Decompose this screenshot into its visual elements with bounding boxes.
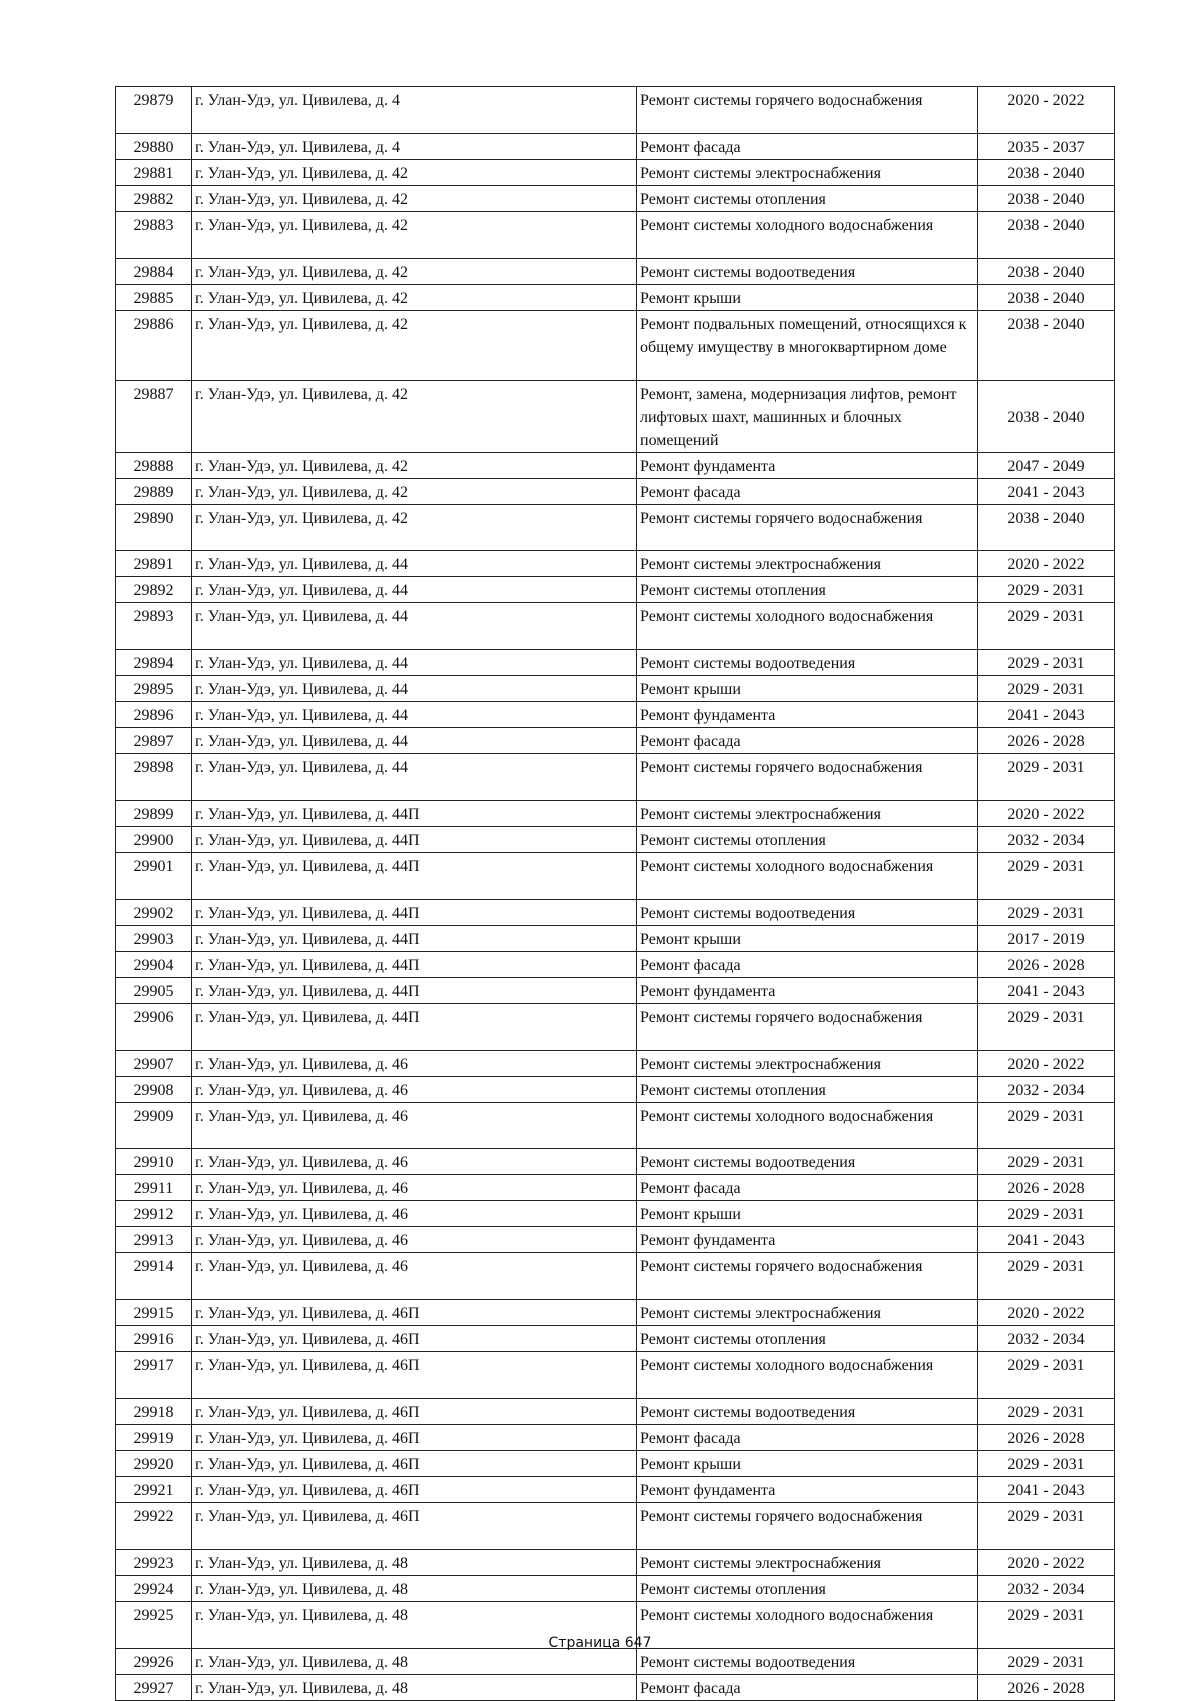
record-number-cell: 29926 [116, 1648, 192, 1674]
work-type-cell: Ремонт системы холодного водоснабжения [637, 852, 978, 899]
work-type-cell: Ремонт системы отопления [637, 185, 978, 211]
work-type-cell: Ремонт системы электроснабжения [637, 1050, 978, 1076]
table-row [116, 1201, 1115, 1227]
record-number-cell: 29891 [116, 551, 192, 577]
work-type-cell: Ремонт системы горячего водоснабжения [637, 1502, 978, 1549]
address-cell: г. Улан-Удэ, ул. Цивилева, д. 44П [192, 951, 637, 977]
address-cell: г. Улан-Удэ, ул. Цивилева, д. 44 [192, 650, 637, 676]
table-row [116, 603, 1115, 650]
work-type-cell: Ремонт системы электроснабжения [637, 1549, 978, 1575]
record-number-cell: 29903 [116, 925, 192, 951]
work-type-cell: Ремонт крыши [637, 1201, 978, 1227]
record-number-cell: 29917 [116, 1352, 192, 1399]
period-cell: 2029 - 2031 [978, 1149, 1115, 1175]
work-type-cell: Ремонт подвальных помещений, относящихся к общему имуществу в многоквартирном доме [637, 310, 978, 380]
table-row [116, 211, 1115, 258]
address-cell: г. Улан-Удэ, ул. Цивилева, д. 44П [192, 899, 637, 925]
table-row [116, 1175, 1115, 1201]
address-cell: г. Улан-Удэ, ул. Цивилева, д. 42 [192, 380, 637, 452]
table-row [116, 1253, 1115, 1300]
address-cell: г. Улан-Удэ, ул. Цивилева, д. 46 [192, 1149, 637, 1175]
work-type-cell: Ремонт системы отопления [637, 826, 978, 852]
record-number-cell: 29898 [116, 754, 192, 801]
record-number-cell: 29909 [116, 1102, 192, 1149]
work-type-cell: Ремонт фундамента [637, 452, 978, 478]
table-row [116, 185, 1115, 211]
work-type-cell: Ремонт, замена, модернизация лифтов, ремонт лифтовых шахт, машинных и блочных помещений [637, 380, 978, 452]
work-type-cell: Ремонт фасада [637, 951, 978, 977]
address-cell: г. Улан-Удэ, ул. Цивилева, д. 48 [192, 1601, 637, 1648]
address-cell: г. Улан-Удэ, ул. Цивилева, д. 44 [192, 754, 637, 801]
period-cell: 2020 - 2022 [978, 87, 1115, 134]
record-number-cell: 29892 [116, 577, 192, 603]
record-number-cell: 29914 [116, 1253, 192, 1300]
page-number: Страница 647 [548, 1635, 652, 1651]
table-row [116, 977, 1115, 1003]
table-row [116, 1352, 1115, 1399]
period-cell: 2038 - 2040 [978, 185, 1115, 211]
address-cell: г. Улан-Удэ, ул. Цивилева, д. 44П [192, 925, 637, 951]
work-type-cell: Ремонт фундамента [637, 702, 978, 728]
table-row [116, 284, 1115, 310]
period-cell: 2029 - 2031 [978, 603, 1115, 650]
period-cell: 2029 - 2031 [978, 852, 1115, 899]
address-cell: г. Улан-Удэ, ул. Цивилева, д. 44 [192, 728, 637, 754]
work-type-cell: Ремонт фундамента [637, 977, 978, 1003]
address-cell: г. Улан-Удэ, ул. Цивилева, д. 42 [192, 258, 637, 284]
address-cell: г. Улан-Удэ, ул. Цивилева, д. 46П [192, 1450, 637, 1476]
address-cell: г. Улан-Удэ, ул. Цивилева, д. 44П [192, 826, 637, 852]
period-cell: 2047 - 2049 [978, 452, 1115, 478]
table-row [116, 1050, 1115, 1076]
work-type-cell: Ремонт фундамента [637, 1227, 978, 1253]
record-number-cell: 29882 [116, 185, 192, 211]
record-number-cell: 29918 [116, 1398, 192, 1424]
record-number-cell: 29902 [116, 899, 192, 925]
work-type-cell: Ремонт системы водоотведения [637, 1648, 978, 1674]
table-row [116, 1003, 1115, 1050]
period-cell: 2029 - 2031 [978, 899, 1115, 925]
record-number-cell: 29919 [116, 1424, 192, 1450]
work-type-cell: Ремонт крыши [637, 284, 978, 310]
record-number-cell: 29885 [116, 284, 192, 310]
work-type-cell: Ремонт системы холодного водоснабжения [637, 211, 978, 258]
table-row [116, 1575, 1115, 1601]
period-cell: 2029 - 2031 [978, 1102, 1115, 1149]
record-number-cell: 29900 [116, 826, 192, 852]
table-row [116, 577, 1115, 603]
table-row [116, 1076, 1115, 1102]
record-number-cell: 29925 [116, 1601, 192, 1648]
record-number-cell: 29910 [116, 1149, 192, 1175]
table-row [116, 504, 1115, 551]
table-row [116, 1502, 1115, 1549]
address-cell: г. Улан-Удэ, ул. Цивилева, д. 42 [192, 478, 637, 504]
address-cell: г. Улан-Удэ, ул. Цивилева, д. 44 [192, 577, 637, 603]
address-cell: г. Улан-Удэ, ул. Цивилева, д. 42 [192, 211, 637, 258]
period-cell: 2020 - 2022 [978, 800, 1115, 826]
record-number-cell: 29899 [116, 800, 192, 826]
work-type-cell: Ремонт фундамента [637, 1476, 978, 1502]
period-cell: 2041 - 2043 [978, 1227, 1115, 1253]
work-type-cell: Ремонт фасада [637, 728, 978, 754]
period-cell: 2029 - 2031 [978, 754, 1115, 801]
work-type-cell: Ремонт системы электроснабжения [637, 159, 978, 185]
record-number-cell: 29915 [116, 1300, 192, 1326]
work-type-cell: Ремонт системы холодного водоснабжения [637, 1352, 978, 1399]
record-number-cell: 29921 [116, 1476, 192, 1502]
period-cell: 2038 - 2040 [978, 159, 1115, 185]
table-row [116, 1476, 1115, 1502]
address-cell: г. Улан-Удэ, ул. Цивилева, д. 46П [192, 1352, 637, 1399]
work-type-cell: Ремонт крыши [637, 676, 978, 702]
address-cell: г. Улан-Удэ, ул. Цивилева, д. 44 [192, 603, 637, 650]
address-cell: г. Улан-Удэ, ул. Цивилева, д. 42 [192, 310, 637, 380]
work-type-cell: Ремонт системы водоотведения [637, 258, 978, 284]
record-number-cell: 29913 [116, 1227, 192, 1253]
address-cell: г. Улан-Удэ, ул. Цивилева, д. 48 [192, 1648, 637, 1674]
record-number-cell: 29920 [116, 1450, 192, 1476]
work-type-cell: Ремонт системы водоотведения [637, 650, 978, 676]
period-cell: 2029 - 2031 [978, 1648, 1115, 1674]
period-cell: 2029 - 2031 [978, 1352, 1115, 1399]
record-number-cell: 29894 [116, 650, 192, 676]
address-cell: г. Улан-Удэ, ул. Цивилева, д. 46П [192, 1300, 637, 1326]
address-cell: г. Улан-Удэ, ул. Цивилева, д. 48 [192, 1549, 637, 1575]
address-cell: г. Улан-Удэ, ул. Цивилева, д. 44 [192, 676, 637, 702]
work-type-cell: Ремонт системы горячего водоснабжения [637, 87, 978, 134]
address-cell: г. Улан-Удэ, ул. Цивилева, д. 44П [192, 977, 637, 1003]
address-cell: г. Улан-Удэ, ул. Цивилева, д. 4 [192, 87, 637, 134]
address-cell: г. Улан-Удэ, ул. Цивилева, д. 4 [192, 133, 637, 159]
table-row [116, 133, 1115, 159]
record-number-cell: 29889 [116, 478, 192, 504]
work-type-cell: Ремонт системы горячего водоснабжения [637, 1003, 978, 1050]
work-type-cell: Ремонт фасада [637, 133, 978, 159]
period-cell: 2020 - 2022 [978, 1549, 1115, 1575]
record-number-cell: 29911 [116, 1175, 192, 1201]
period-cell: 2029 - 2031 [978, 1003, 1115, 1050]
period-cell: 2041 - 2043 [978, 478, 1115, 504]
work-type-cell: Ремонт системы холодного водоснабжения [637, 1102, 978, 1149]
record-number-cell: 29901 [116, 852, 192, 899]
work-type-cell: Ремонт системы холодного водоснабжения [637, 603, 978, 650]
period-cell: 2038 - 2040 [978, 284, 1115, 310]
work-type-cell: Ремонт системы отопления [637, 577, 978, 603]
table-row [116, 1326, 1115, 1352]
period-cell: 2041 - 2043 [978, 1476, 1115, 1502]
table-row [116, 1227, 1115, 1253]
record-number-cell: 29897 [116, 728, 192, 754]
address-cell: г. Улан-Удэ, ул. Цивилева, д. 44П [192, 852, 637, 899]
work-type-cell: Ремонт системы отопления [637, 1076, 978, 1102]
table-row [116, 951, 1115, 977]
work-type-cell: Ремонт системы горячего водоснабжения [637, 754, 978, 801]
period-cell: 2029 - 2031 [978, 676, 1115, 702]
period-cell: 2026 - 2028 [978, 728, 1115, 754]
work-type-cell: Ремонт фасада [637, 478, 978, 504]
work-type-cell: Ремонт фасада [637, 1175, 978, 1201]
period-cell: 2038 - 2040 [978, 504, 1115, 551]
work-type-cell: Ремонт системы водоотведения [637, 1149, 978, 1175]
record-number-cell: 29880 [116, 133, 192, 159]
period-cell: 2038 - 2040 [978, 380, 1115, 452]
work-type-cell: Ремонт системы электроснабжения [637, 800, 978, 826]
address-cell: г. Улан-Удэ, ул. Цивилева, д. 48 [192, 1575, 637, 1601]
work-type-cell: Ремонт крыши [637, 925, 978, 951]
table-row [116, 899, 1115, 925]
address-cell: г. Улан-Удэ, ул. Цивилева, д. 46П [192, 1502, 637, 1549]
table-row [116, 754, 1115, 801]
record-number-cell: 29923 [116, 1549, 192, 1575]
period-cell: 2026 - 2028 [978, 1424, 1115, 1450]
period-cell: 2035 - 2037 [978, 133, 1115, 159]
record-number-cell: 29888 [116, 452, 192, 478]
table-row [116, 852, 1115, 899]
address-cell: г. Улан-Удэ, ул. Цивилева, д. 46П [192, 1424, 637, 1450]
record-number-cell: 29924 [116, 1575, 192, 1601]
address-cell: г. Улан-Удэ, ул. Цивилева, д. 46 [192, 1050, 637, 1076]
period-cell: 2020 - 2022 [978, 1300, 1115, 1326]
record-number-cell: 29879 [116, 87, 192, 134]
record-number-cell: 29895 [116, 676, 192, 702]
period-cell: 2038 - 2040 [978, 310, 1115, 380]
period-cell: 2038 - 2040 [978, 258, 1115, 284]
address-cell: г. Улан-Удэ, ул. Цивилева, д. 44П [192, 800, 637, 826]
record-number-cell: 29922 [116, 1502, 192, 1549]
table-row [116, 1648, 1115, 1674]
period-cell: 2038 - 2040 [978, 211, 1115, 258]
table-row [116, 676, 1115, 702]
table-row [116, 1450, 1115, 1476]
period-cell: 2029 - 2031 [978, 577, 1115, 603]
record-number-cell: 29886 [116, 310, 192, 380]
period-cell: 2029 - 2031 [978, 1201, 1115, 1227]
table-row [116, 1674, 1115, 1700]
address-cell: г. Улан-Удэ, ул. Цивилева, д. 42 [192, 284, 637, 310]
work-type-cell: Ремонт системы горячего водоснабжения [637, 1253, 978, 1300]
record-number-cell: 29881 [116, 159, 192, 185]
table-row [116, 1398, 1115, 1424]
work-type-cell: Ремонт системы холодного водоснабжения [637, 1601, 978, 1648]
address-cell: г. Улан-Удэ, ул. Цивилева, д. 42 [192, 452, 637, 478]
table-row [116, 925, 1115, 951]
record-number-cell: 29906 [116, 1003, 192, 1050]
table-row [116, 1102, 1115, 1149]
table-row [116, 702, 1115, 728]
period-cell: 2026 - 2028 [978, 1175, 1115, 1201]
period-cell: 2041 - 2043 [978, 977, 1115, 1003]
period-cell: 2017 - 2019 [978, 925, 1115, 951]
address-cell: г. Улан-Удэ, ул. Цивилева, д. 42 [192, 504, 637, 551]
table-row [116, 452, 1115, 478]
period-cell: 2032 - 2034 [978, 1076, 1115, 1102]
repair-schedule-table [115, 86, 1115, 1701]
record-number-cell: 29908 [116, 1076, 192, 1102]
record-number-cell: 29883 [116, 211, 192, 258]
table-row [116, 551, 1115, 577]
table-body [116, 87, 1115, 1701]
table-row [116, 1424, 1115, 1450]
period-cell: 2029 - 2031 [978, 1450, 1115, 1476]
table-row [116, 1549, 1115, 1575]
table-row [116, 478, 1115, 504]
address-cell: г. Улан-Удэ, ул. Цивилева, д. 46П [192, 1398, 637, 1424]
period-cell: 2032 - 2034 [978, 1575, 1115, 1601]
work-type-cell: Ремонт фасада [637, 1424, 978, 1450]
table-row [116, 826, 1115, 852]
address-cell: г. Улан-Удэ, ул. Цивилева, д. 46 [192, 1076, 637, 1102]
table-row [116, 1149, 1115, 1175]
address-cell: г. Улан-Удэ, ул. Цивилева, д. 46 [192, 1102, 637, 1149]
record-number-cell: 29896 [116, 702, 192, 728]
period-cell: 2026 - 2028 [978, 1674, 1115, 1700]
table-row [116, 87, 1115, 134]
address-cell: г. Улан-Удэ, ул. Цивилева, д. 42 [192, 159, 637, 185]
record-number-cell: 29904 [116, 951, 192, 977]
address-cell: г. Улан-Удэ, ул. Цивилева, д. 46 [192, 1227, 637, 1253]
address-cell: г. Улан-Удэ, ул. Цивилева, д. 46 [192, 1253, 637, 1300]
table-row [116, 728, 1115, 754]
record-number-cell: 29884 [116, 258, 192, 284]
address-cell: г. Улан-Удэ, ул. Цивилева, д. 46 [192, 1175, 637, 1201]
address-cell: г. Улан-Удэ, ул. Цивилева, д. 44 [192, 702, 637, 728]
work-type-cell: Ремонт фасада [637, 1674, 978, 1700]
table-row [116, 650, 1115, 676]
work-type-cell: Ремонт системы водоотведения [637, 1398, 978, 1424]
work-type-cell: Ремонт системы отопления [637, 1575, 978, 1601]
record-number-cell: 29916 [116, 1326, 192, 1352]
address-cell: г. Улан-Удэ, ул. Цивилева, д. 46 [192, 1201, 637, 1227]
address-cell: г. Улан-Удэ, ул. Цивилева, д. 46П [192, 1476, 637, 1502]
address-cell: г. Улан-Удэ, ул. Цивилева, д. 44 [192, 551, 637, 577]
period-cell: 2029 - 2031 [978, 1601, 1115, 1648]
work-type-cell: Ремонт системы электроснабжения [637, 551, 978, 577]
work-type-cell: Ремонт системы горячего водоснабжения [637, 504, 978, 551]
period-cell: 2029 - 2031 [978, 1502, 1115, 1549]
table-row [116, 1300, 1115, 1326]
address-cell: г. Улан-Удэ, ул. Цивилева, д. 44П [192, 1003, 637, 1050]
record-number-cell: 29893 [116, 603, 192, 650]
work-type-cell: Ремонт системы отопления [637, 1326, 978, 1352]
period-cell: 2029 - 2031 [978, 1253, 1115, 1300]
record-number-cell: 29890 [116, 504, 192, 551]
period-cell: 2032 - 2034 [978, 1326, 1115, 1352]
record-number-cell: 29905 [116, 977, 192, 1003]
period-cell: 2026 - 2028 [978, 951, 1115, 977]
period-cell: 2032 - 2034 [978, 826, 1115, 852]
period-cell: 2020 - 2022 [978, 551, 1115, 577]
address-cell: г. Улан-Удэ, ул. Цивилева, д. 42 [192, 185, 637, 211]
record-number-cell: 29912 [116, 1201, 192, 1227]
period-cell: 2029 - 2031 [978, 650, 1115, 676]
period-cell: 2020 - 2022 [978, 1050, 1115, 1076]
record-number-cell: 29927 [116, 1674, 192, 1700]
period-cell: 2029 - 2031 [978, 1398, 1115, 1424]
work-type-cell: Ремонт крыши [637, 1450, 978, 1476]
record-number-cell: 29907 [116, 1050, 192, 1076]
period-cell: 2041 - 2043 [978, 702, 1115, 728]
table-row [116, 800, 1115, 826]
work-type-cell: Ремонт системы водоотведения [637, 899, 978, 925]
address-cell: г. Улан-Удэ, ул. Цивилева, д. 48 [192, 1674, 637, 1700]
table-row [116, 159, 1115, 185]
table-row [116, 310, 1115, 380]
record-number-cell: 29887 [116, 380, 192, 452]
address-cell: г. Улан-Удэ, ул. Цивилева, д. 46П [192, 1326, 637, 1352]
table-row [116, 258, 1115, 284]
work-type-cell: Ремонт системы электроснабжения [637, 1300, 978, 1326]
table-row [116, 380, 1115, 452]
